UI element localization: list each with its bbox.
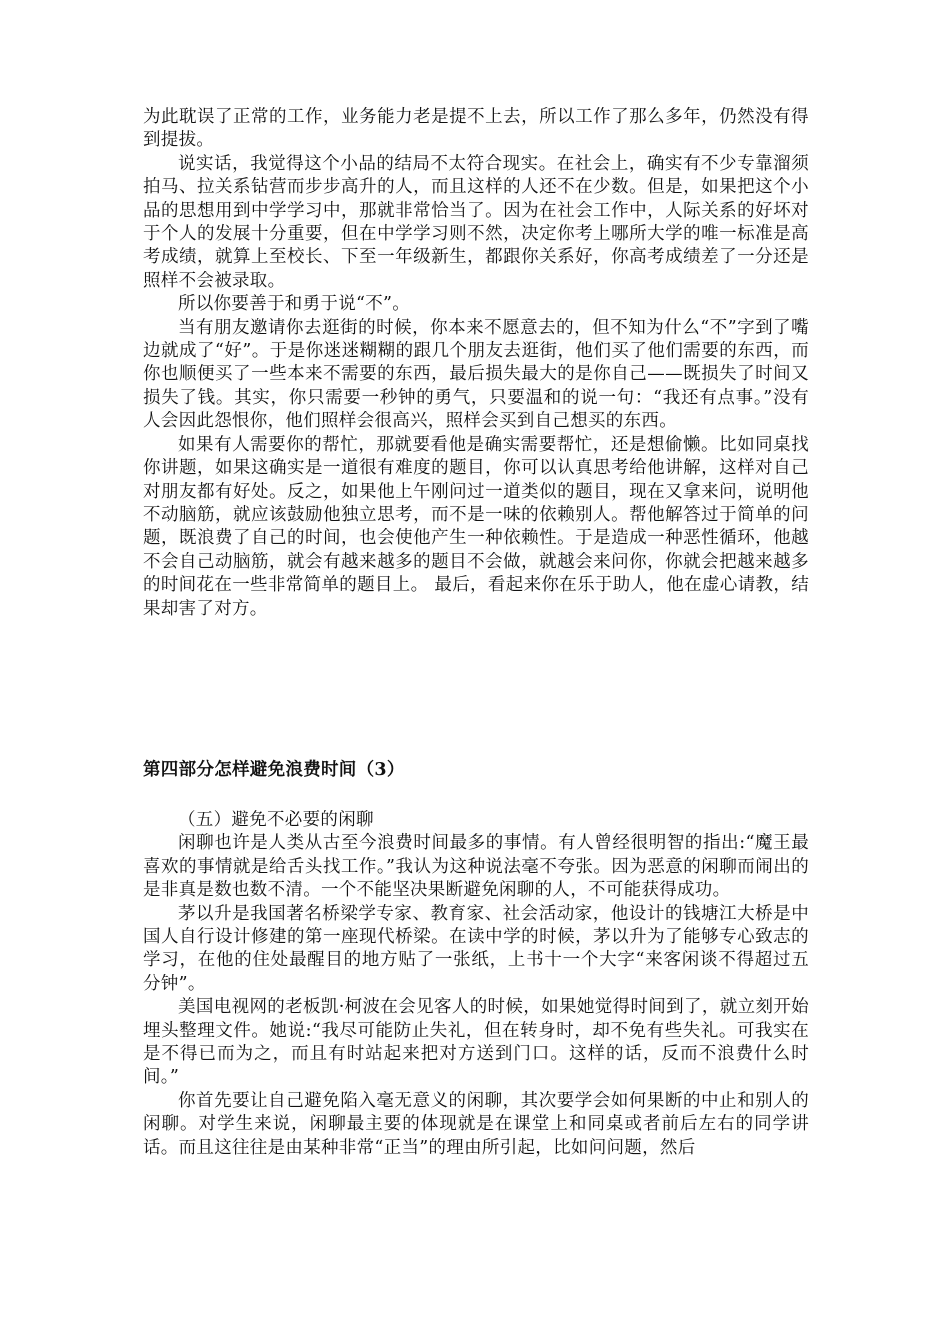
section-heading: 第四部分怎样避免浪费时间（3） — [143, 760, 405, 780]
subsection-heading: （五）避免不必要的闲聊 — [178, 810, 374, 830]
paragraph-continued: 为此耽误了正常的工作，业务能力老是提不上去，所以工作了那么多年，仍然没有得到提拔。 — [143, 107, 809, 151]
top-text-block — [143, 106, 809, 621]
paragraph: 闲聊也许是人类从古至今浪费时间最多的事情。有人曾经很明智的指出:“魔王最喜欢的事情就是给舌头找工作。”我认为这种说法毫不夸张。因为恶意的闲聊而闹出的是非真是数也数不清。一个不能坚决果断避免闲聊的人，不可能获得成功。 — [143, 833, 809, 901]
document-page — [143, 106, 809, 1158]
paragraph: 茅以升是我国著名桥梁学专家、教育家、社会活动家，他设计的钱塘江大桥是中国人自行设计修建的第一座现代桥梁。在读中学的时候，茅以升为了能够专心致志的学习，在他的住处最醒目的地方贴了一张纸，上书十一个大字“来客闲谈不得超过五分钟”。 — [143, 903, 809, 994]
paragraph: 说实话，我觉得这个小品的结局不太符合现实。在社会上，确实有不少专靠溜须拍马、拉关系钻营而步步高升的人，而且这样的人还不在少数。但是，如果把这个小品的思想用到中学学习中，那就非常恰当了。因为在社会工作中，人际关系的好坏对于个人的发展十分重要，但在中学学习则不然，决定你考上哪所大学的唯一标准是高考成绩，就算上至校长、下至一年级新生，都跟你关系好，你高考成绩差了一分还是照样不会被录取。 — [143, 153, 809, 291]
paragraph: 美国电视网的老板凯·柯波在会见客人的时候，如果她觉得时间到了，就立刻开始埋头整理文件。她说:“我尽可能防止失礼，但在转身时，却不免有些失礼。可我实在是不得已而为之，而且有时站起来把对方送到门口。这样的话，反而不浪费什么时间。” — [143, 997, 809, 1088]
paragraph: 当有朋友邀请你去逛街的时候，你本来不愿意去的，但不知为什么“不”字到了嘴边就成了“好”。于是你迷迷糊糊的跟几个朋友去逛街，他们买了他们需要的东西，而你也顺便买了一些本来不需要的东西，最后损失最大的是你自己——既损失了时间又损失了钱。其实，你只需要一秒钟的勇气，只要温和的说一句：“我还有点事。”没有人会因此怨恨你，他们照样会很高兴，照样会买到自己想买的东西。 — [143, 317, 809, 432]
paragraph: 你首先要让自己避免陷入毫无意义的闲聊，其次要学会如何果断的中止和别人的闲聊。对学生来说，闲聊最主要的体现就是在课堂上和同桌或者前后左右的同学讲话。而且这往往是由某种非常“正当”的理由所引起，比如问问题，然后 — [143, 1090, 809, 1158]
paragraph: 所以你要善于和勇于说“不”。 — [178, 294, 411, 315]
bottom-text-block — [143, 809, 809, 1160]
paragraph: 如果有人需要你的帮忙，那就要看他是确实需要帮忙，还是想偷懒。比如同桌找你讲题，如果这确实是一道很有难度的题目，你可以认真思考给他讲解，这样对自己对朋友都有好处。反之，如果他上午刚问过一道类似的题目，现在又拿来问，说明他不动脑筋，就应该鼓励他独立思考，而不是一味的依赖别人。帮他解答过于简单的问题，既浪费了自己的时间，也会使他产生一种依赖性。于是造成一种恶性循环，他越不会自己动脑筋，就会有越来越多的题目不会做，就越会来问你，你就会把越来越多的时间花在一些非常简单的题目上。 最后，看起来你在乐于助人，他在虚心请教，结果却害了对方。 — [143, 434, 809, 619]
